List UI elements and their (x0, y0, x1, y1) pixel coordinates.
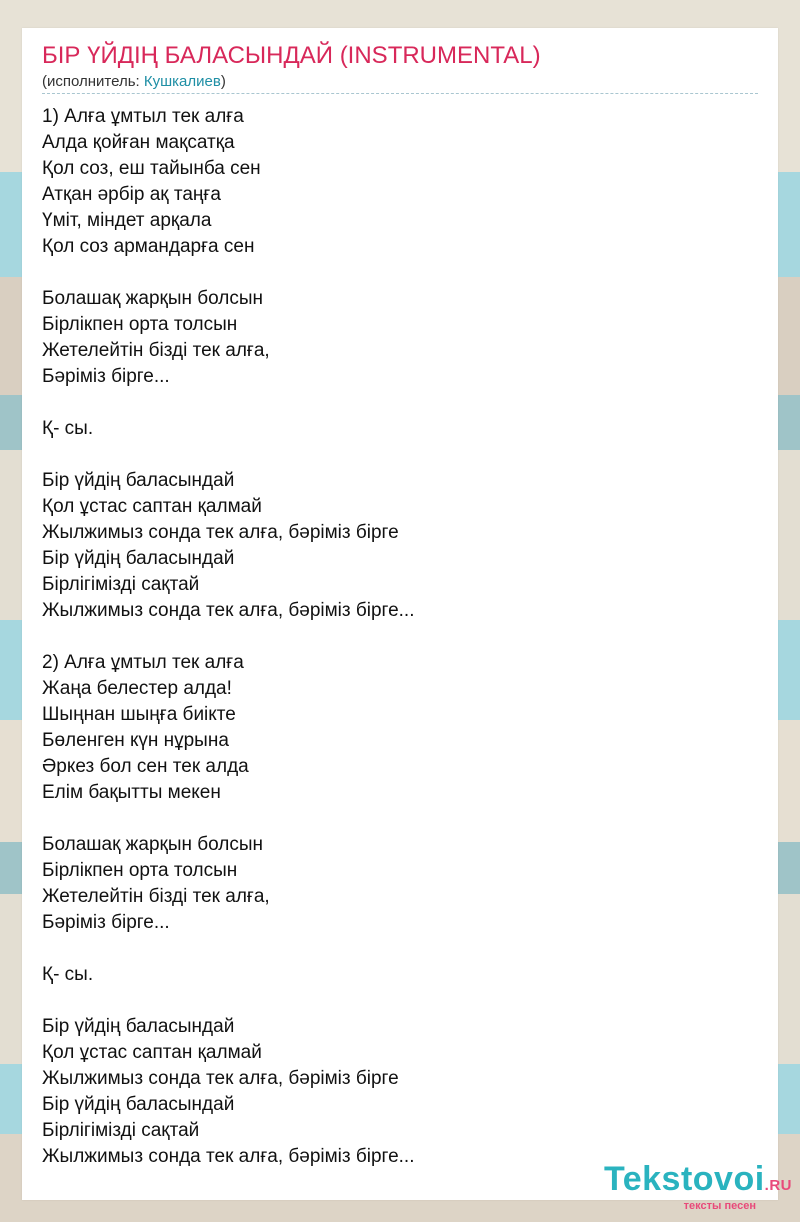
song-title: БІР ҮЙДІҢ БАЛАСЫНДАЙ (INSTRUMENTAL) (42, 42, 541, 69)
lyric-line: Жылжимыз сонда тек алға, бәріміз бірге... (42, 1146, 415, 1167)
logo-tld: .RU (764, 1177, 792, 1194)
lyric-line: Бірлікпен орта толсын (42, 860, 238, 881)
lyric-line: Бір үйдің баласындай (42, 470, 235, 491)
lyric-blank-line (42, 390, 758, 416)
lyric-line: Бірлігімізді сақтай (42, 1120, 200, 1141)
lyric-blank-line (42, 624, 758, 650)
lyric-line: Бір үйдің баласындай (42, 1016, 235, 1037)
lyric-line: Болашақ жарқын болсын (42, 288, 264, 309)
logo-tagline: тексты песен (683, 1200, 756, 1212)
logo-name: Tekstovoi (603, 1160, 765, 1198)
lyric-line: Қ- сы. (42, 964, 94, 985)
lyric-line: Бәріміз бірге... (42, 366, 170, 387)
lyric-line: Шыңнан шыңға биікте (42, 704, 236, 725)
lyric-line: Қол ұстас саптан қалмай (42, 1042, 262, 1063)
lyric-blank-line (42, 442, 758, 468)
lyric-line: Бәріміз бірге... (42, 912, 170, 933)
lyric-line: Бір үйдің баласындай (42, 1094, 235, 1115)
lyric-line: Жетелейтін бізді тек алға, (42, 886, 270, 907)
lyric-line: Қол ұстас саптан қалмай (42, 496, 262, 517)
lyrics-card (22, 28, 778, 1200)
lyric-line: Бір үйдің баласындай (42, 548, 235, 569)
lyric-line: Бірлігімізді сақтай (42, 574, 200, 595)
lyric-line: Болашақ жарқын болсын (42, 834, 264, 855)
lyric-line: Жылжимыз сонда тек алға, бәріміз бірге... (42, 600, 415, 621)
lyric-line: Алда қойған мақсатқа (42, 132, 235, 153)
lyric-blank-line (42, 260, 758, 286)
lyric-line: 2) Алға ұмтыл тек алға (42, 652, 244, 673)
lyric-line: Елім бақытты мекен (42, 782, 221, 803)
lyric-line: Бірлікпен орта толсын (42, 314, 238, 335)
lyric-line: Әркез бол сен тек алда (42, 756, 249, 777)
performer-line (42, 72, 226, 92)
lyric-line: Бөленген күн нұрына (42, 730, 229, 751)
lyric-line: Жаңа белестер алда! (42, 678, 232, 699)
site-logo[interactable] (604, 1161, 792, 1216)
lyric-blank-line (42, 936, 758, 962)
lyric-line: Жылжимыз сонда тек алға, бәріміз бірге (42, 1068, 399, 1089)
performer-prefix: (исполнитель: (42, 73, 144, 90)
lyric-line: 1) Алға ұмтыл тек алға (42, 106, 244, 127)
lyric-line: Жылжимыз сонда тек алға, бәріміз бірге (42, 522, 399, 543)
lyric-line: Атқан әрбір ақ таңға (42, 184, 221, 205)
performer-link[interactable]: Кушкалиев (143, 73, 221, 90)
lyrics-text (42, 104, 758, 1170)
lyric-line: Үміт, міндет арқала (42, 210, 212, 231)
lyric-line: Қол соз армандарға сен (42, 236, 255, 257)
lyric-line: Қ- сы. (42, 418, 94, 439)
title-divider (42, 93, 758, 94)
lyric-line: Қол соз, еш тайынба сен (42, 158, 261, 179)
lyric-line: Жетелейтін бізді тек алға, (42, 340, 270, 361)
performer-suffix: ) (220, 73, 226, 90)
lyric-blank-line (42, 806, 758, 832)
lyric-blank-line (42, 988, 758, 1014)
